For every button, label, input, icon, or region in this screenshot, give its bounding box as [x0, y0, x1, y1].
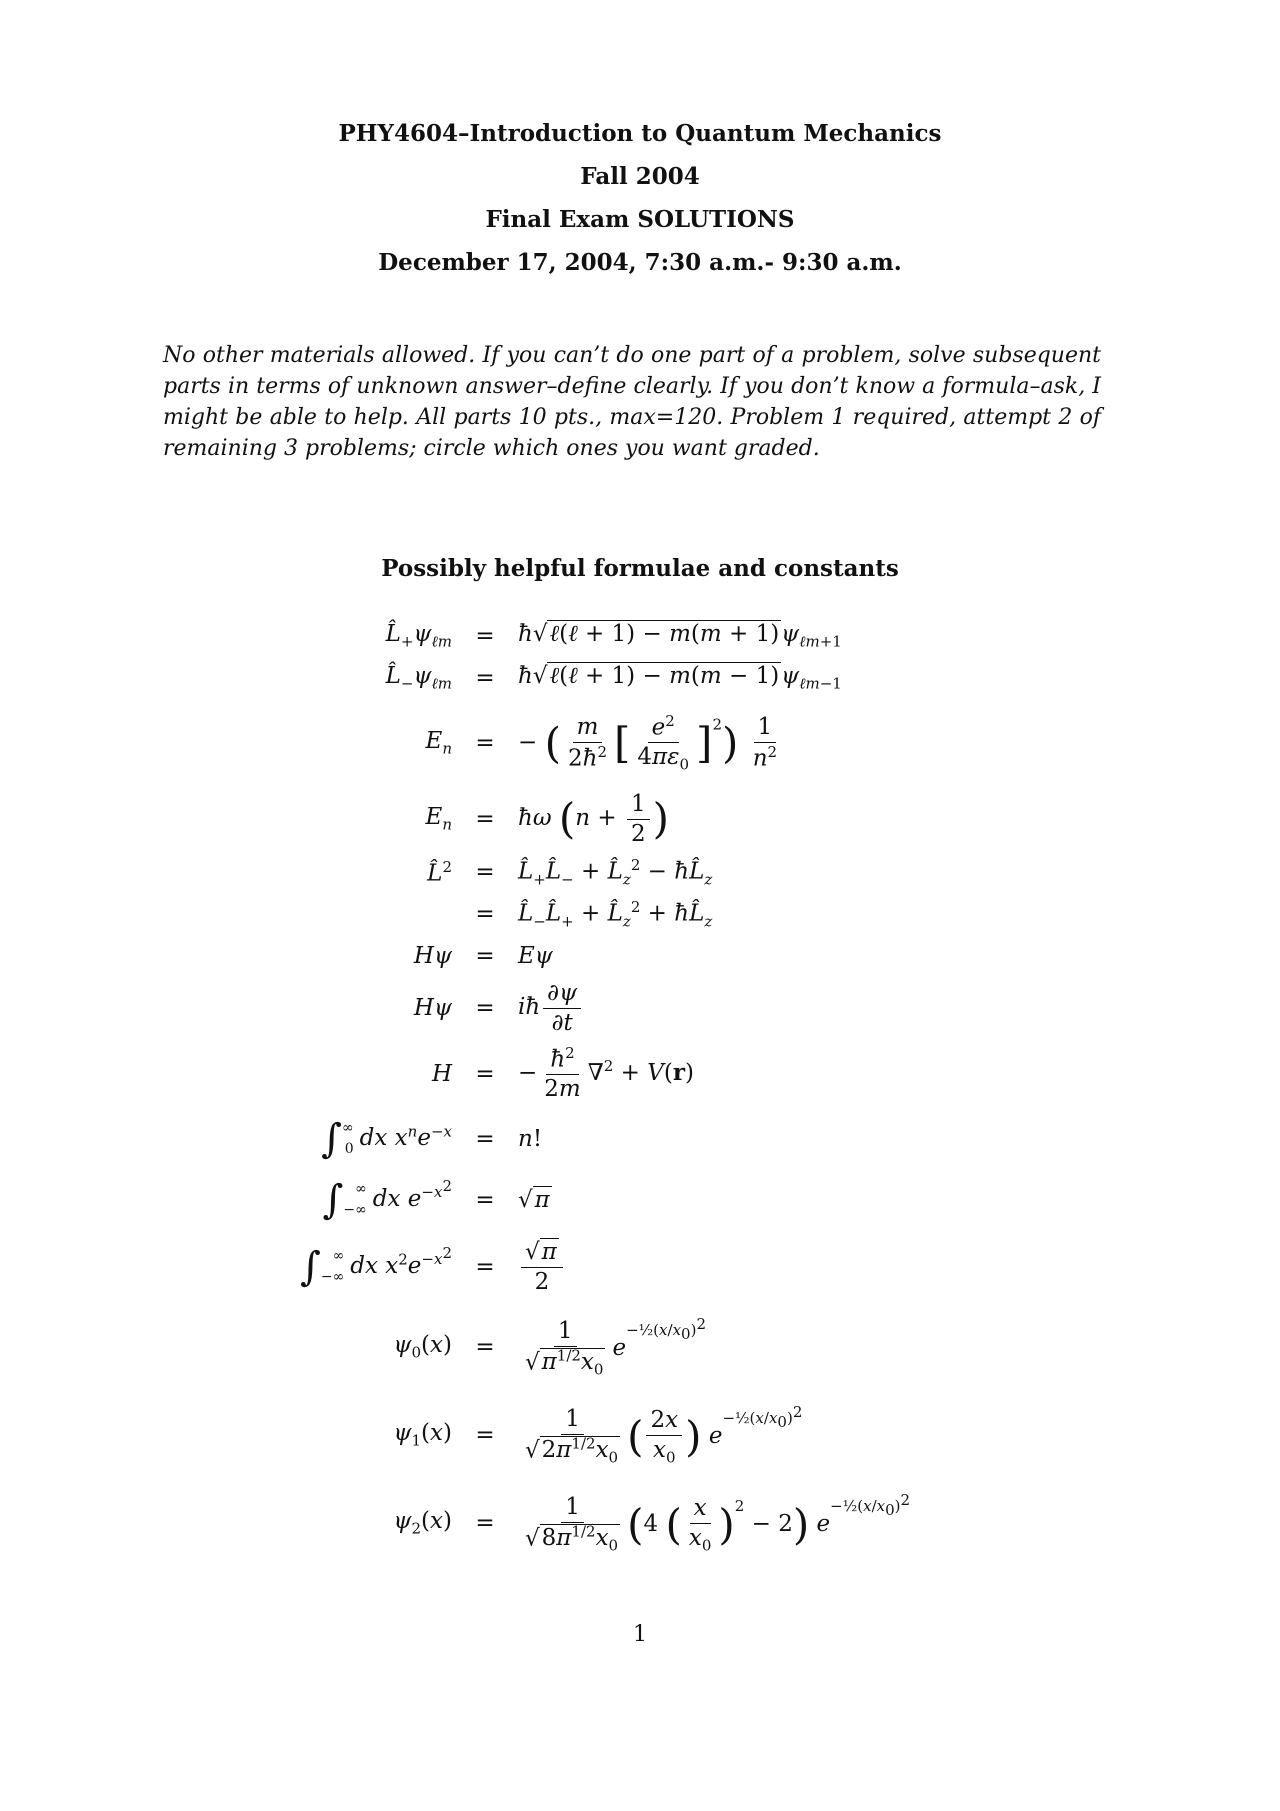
exam-instructions: No other materials allowed. If you can’t do one part of a problem, solve subsequent parts in terms of unknown answer–define clearly. If you don’t know a formula–ask, I might be able to help. All parts 10 pts., max=120. Problem 1 required, attempt 2 of remaining 3 problems; circle which ones you want graded.: [163, 343, 1101, 461]
page-number: 1: [633, 1622, 647, 1647]
exam-title: Final Exam SOLUTIONS: [485, 206, 795, 233]
formula-l-squared-2: = $L̂_-L̂_+$ + $L̂_z^2$ + $ħL̂_z$: [475, 897, 713, 931]
formula-hydrogen-energy: $E_n$ = − ( $\frac{m}{2ħ^2}$ [ $\frac{e^2}{4\pi\varepsilon_0}$ ]$^2$) $\frac{1}{n^2}$: [425, 711, 778, 774]
formula-raising-operator: $L̂_+\psi_{\ell m}$ = ħ√ℓ(ℓ + $1) - m(m + 1)\psi_{\ell m+1}$: [385, 620, 842, 651]
formula-psi-0: $\psi_0(x)$ = $\frac{1}{√\pi^{1/2}x_0}$ $e^{-\frac{1}{2}(x/x_0)^2}$: [393, 1314, 706, 1379]
course-title: PHY4604–Introduction to Quantum Mechanics: [338, 120, 942, 147]
formula-gamma-integral: ∫ ∞ 0 dx $x^ne^{-x}$ = n!: [321, 1116, 543, 1162]
formula-lowering-operator: $L̂_-\psi_{\ell m}$ = ħ√ℓ(ℓ + $1) - m(m - 1)\psi_{\ell m-1}$: [385, 662, 842, 693]
exam-header: [0, 112, 1280, 284]
formula-gaussian-integral: ∫ ∞ −∞ dx $e^{-x^2}$ = √π: [322, 1177, 550, 1223]
formulae-list: [300, 615, 910, 1567]
formula-hamiltonian: H = − $\frac{ħ^2}{2m}$ ∇$^2$ + V(r): [431, 1044, 694, 1103]
formulae-title: Possibly helpful formulae and constants: [381, 555, 899, 582]
formula-schrodinger-time-dependent: Hψ = iħ $\frac{\partial\psi}{\partial t}$: [300, 977, 910, 1039]
formula-schrodinger-time-independent: Hψ = Eψ: [413, 943, 553, 969]
exam-date-time: December 17, 2004, 7:30 a.m.- 9:30 a.m.: [378, 249, 902, 276]
formula-psi-1: $\psi_1(x)$ = $\frac{1}{√2\pi^{1/2}x_0}$ ( $\frac{2x}{x_0}$ ) $e^{-\frac{1}{2}(x/x_0)^2}$: [393, 1402, 803, 1467]
term: Fall 2004: [580, 163, 700, 190]
formula-l-squared-1: L̂$^2$ = $L̂_+L̂_-$ + $L̂_z^2$ − $ħL̂_z$: [427, 855, 713, 889]
formula-gaussian-moment-integral: ∫ ∞ −∞ dx $x^2e^{-x^2}$ = $\frac{√\pi}{2}$: [300, 1231, 910, 1303]
formula-psi-2: $\psi_2(x)$ = $\frac{1}{√8\pi^{1/2}x_0}$ (4 ( $\frac{x}{x_0}$ )$^2$ − 2) $e^{-\frac{1}{2}(x/x_0)^2}$: [393, 1490, 911, 1555]
formula-oscillator-energy: $E_n$ = ħω (n + $\frac{1}{2}$ ): [425, 791, 670, 847]
